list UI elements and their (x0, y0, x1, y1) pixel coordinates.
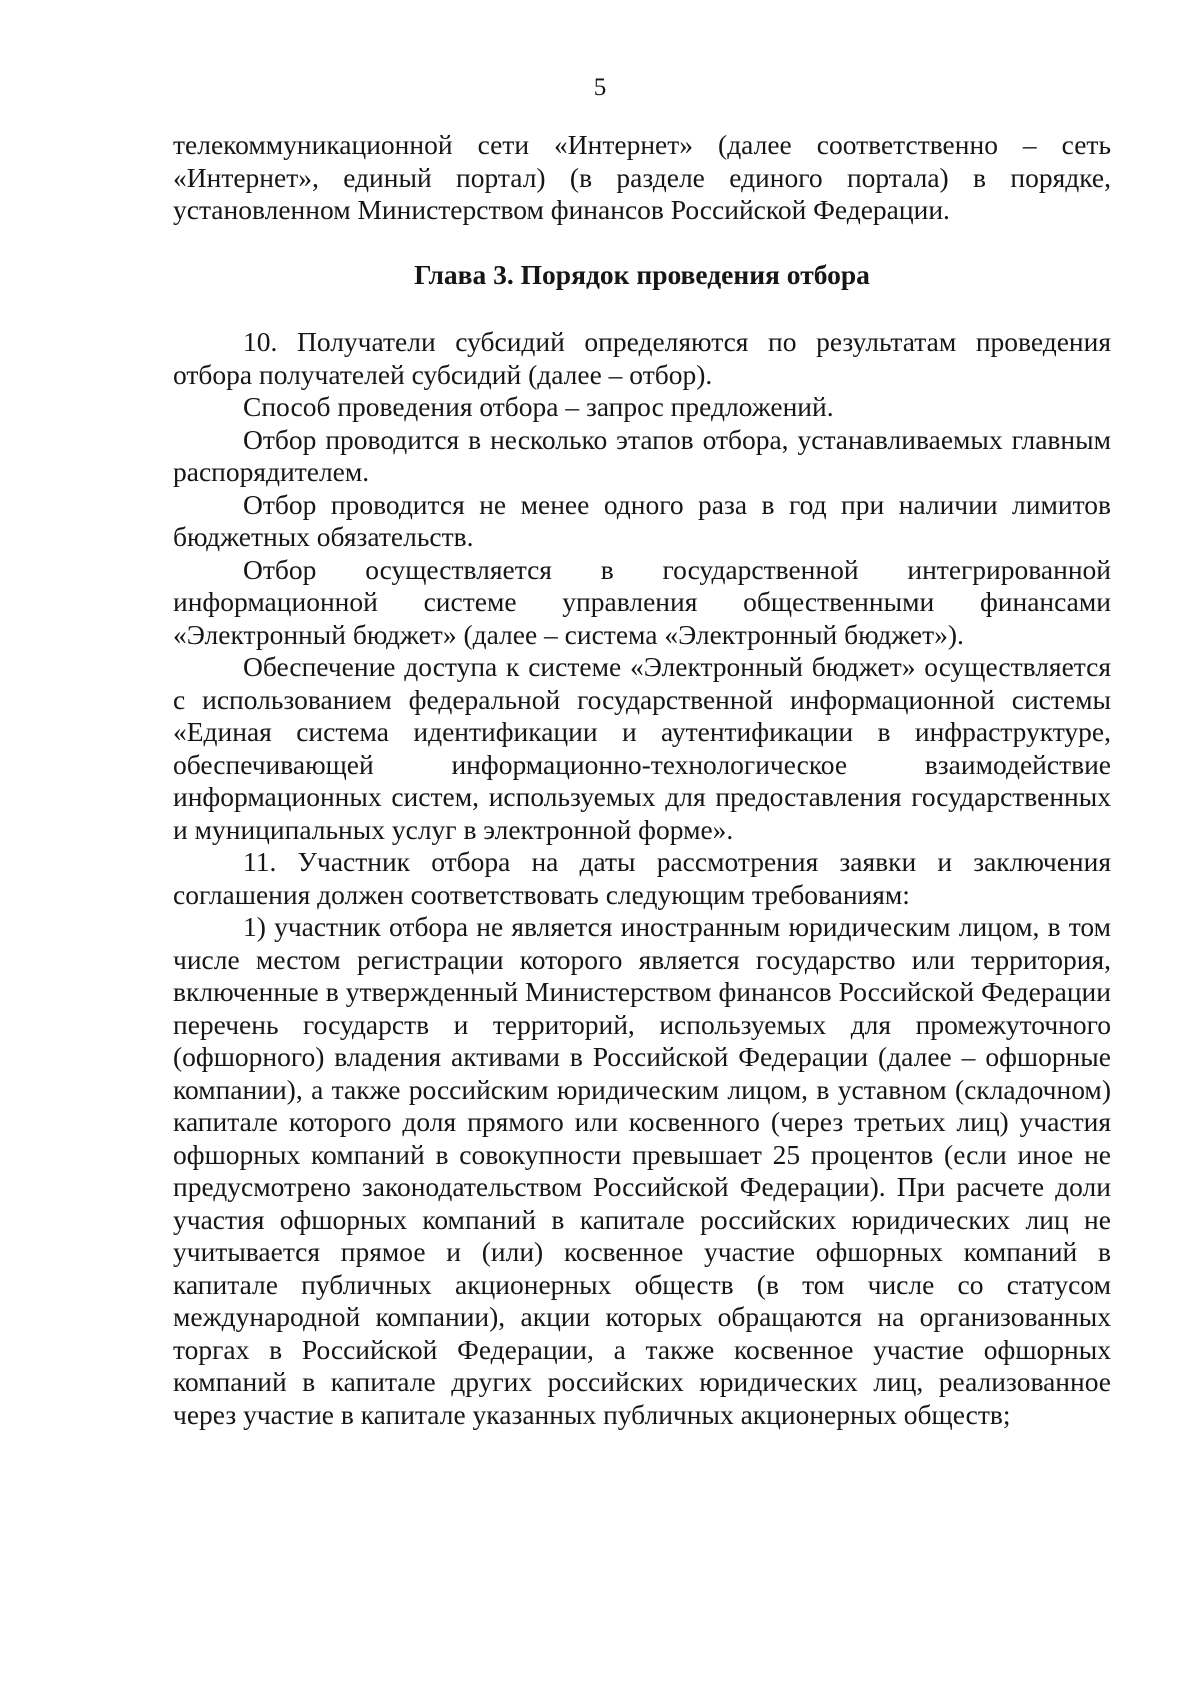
chapter-body (173, 326, 1111, 1431)
paragraph-access-provision: Обеспечение доступа к системе «Электронный бюджет» осуществляется с использованием федеральной государственной информационной системы «Единая система идентификации и аутентификации в инфраструктуре, обеспечивающей информационно-технологическое взаимодействие информационных систем, используемых для предоставления государственных и муниципальных услуг в электронной форме». (173, 651, 1111, 845)
paragraph-selection-method: Способ проведения отбора – запрос предложений. (243, 391, 834, 422)
chapter-heading: Глава 3. Порядок проведения отбора (414, 259, 870, 290)
paragraph-selection-stages: Отбор проводится в несколько этапов отбора, устанавливаемых главным распорядителем. (173, 423, 1111, 487)
intro-paragraph: телекоммуникационной сети «Интернет» (далее соответственно – сеть «Интернет», единый портал) (в разделе единого портала) в порядке, установленном Министерством финансов Российской Федерации. (173, 129, 1111, 225)
paragraph-item-11: 11. Участник отбора на даты рассмотрения заявки и заключения соглашения должен соответствовать следующим требованиям: (173, 846, 1111, 910)
intro-block (173, 129, 1111, 227)
paragraph-electronic-budget: Отбор осуществляется в государственной интегрированной информационной системе управления общественными финансами «Электронный бюджет» (далее – система «Электронный бюджет»). (173, 553, 1111, 650)
paragraph-selection-frequency: Отбор проводится не менее одного раза в год при наличии лимитов бюджетных обязательств. (173, 488, 1111, 552)
paragraph-item-10: 10. Получатели субсидий определяются по результатам проведения отбора получателей субсидий (далее – отбор). (173, 326, 1111, 390)
paragraph-requirement-1: 1) участник отбора не является иностранным юридическим лицом, в том числе местом регистрации которого является государство или территория, включенные в утвержденный Министерством финансов Российской Федерации перечень государств и территорий, используемых для промежуточного (офшорного) владения активами в Российской Федерации (далее – офшорные компании), а также российским юридическим лицом, в уставном (складочном) капитале которого доля прямого или косвенного (через третьих лиц) участия офшорных компаний в совокупности превышает 25 процентов (если иное не предусмотрено законодательством Российской Федерации). При расчете доли участия офшорных компаний в капитале российских юридических лиц не учитывается прямое и (или) косвенное участие офшорных компаний в капитале публичных акционерных обществ (в том числе со статусом международной компании), акции которых обращаются на организованных торгах в Российской Федерации, а также косвенное участие офшорных компаний в капитале других российских юридических лиц, реализованное через участие в капитале указанных публичных акционерных обществ; (173, 911, 1111, 1430)
page-number: 5 (593, 74, 607, 101)
